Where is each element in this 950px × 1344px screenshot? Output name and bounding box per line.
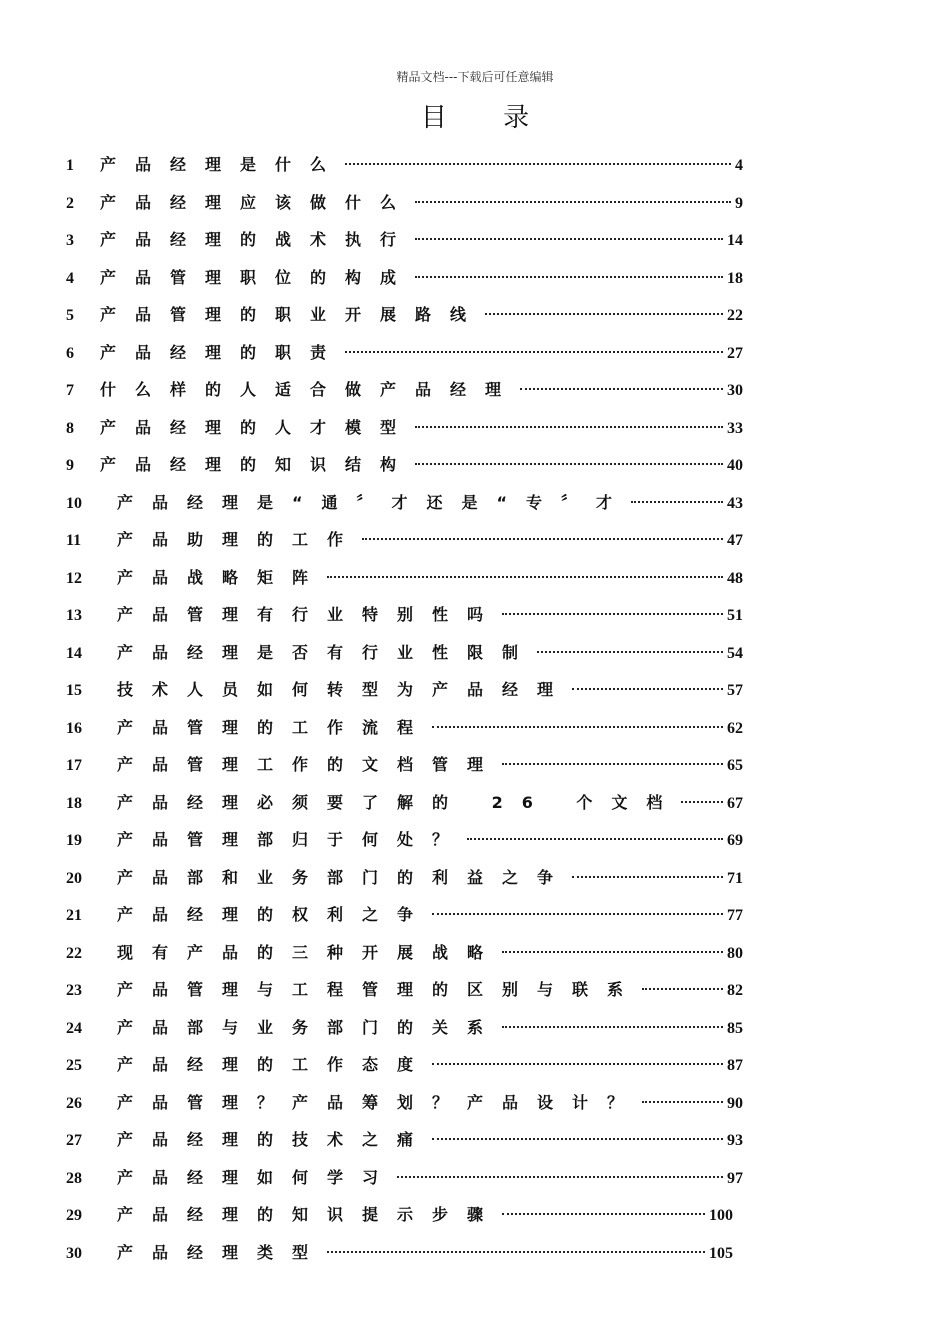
toc-page-number: 30 (727, 382, 743, 399)
toc-page-number: 80 (727, 944, 743, 962)
toc-title: 产品经理的知识提示步骤 (117, 1205, 503, 1224)
page-title: 目 录 (420, 103, 554, 133)
toc-row[interactable] (66, 146, 743, 184)
toc-page-number: 90 (727, 1094, 743, 1112)
toc-leader (397, 1176, 723, 1178)
toc-leader (502, 613, 723, 615)
toc-number: 7 (66, 382, 74, 399)
toc-leader (631, 501, 723, 503)
toc-number: 9 (66, 457, 74, 474)
toc-number: 6 (66, 344, 74, 362)
toc-row[interactable] (66, 596, 743, 634)
toc-leader (432, 1138, 723, 1140)
toc-title: 产品经理的技术之痛 (117, 1130, 433, 1149)
toc-title: 产品经理的人才模型 (100, 417, 416, 437)
toc-number: 23 (66, 982, 82, 999)
toc-title: 产品经理的权利之争 (117, 905, 433, 924)
toc-page-number: 100 (709, 1207, 733, 1224)
toc-leader (572, 688, 723, 690)
toc-number: 29 (66, 1207, 82, 1224)
header-note: 精品文档---下载后可任意编辑 (396, 70, 554, 84)
toc-title: 产品经理的工作态度 (117, 1055, 433, 1074)
toc-title: 现有产品的三种开展战略 (117, 942, 503, 962)
toc-row[interactable] (66, 896, 743, 934)
toc-title: 产品管理的职业开展路线 (100, 305, 486, 324)
toc-title: 产品经理应该做什么 (100, 192, 416, 212)
toc-page-number: 54 (727, 644, 743, 662)
toc-page-number: 93 (727, 1132, 743, 1149)
toc-title: 产品管理的工作流程 (117, 717, 433, 737)
toc-row[interactable] (66, 184, 743, 222)
toc-page-number: 105 (709, 1244, 733, 1262)
toc-number: 12 (66, 569, 82, 587)
toc-row[interactable] (66, 1046, 743, 1084)
toc-number: 16 (66, 719, 82, 737)
toc-page-number: 4 (735, 157, 743, 174)
toc-page-number: 43 (727, 494, 743, 512)
toc-row[interactable] (66, 971, 743, 1009)
toc-page-number: 27 (727, 344, 743, 362)
toc-leader (537, 651, 723, 653)
toc-page-number: 65 (727, 757, 743, 774)
toc-title: 产品经理是“通〞才还是“专〞才 (117, 492, 632, 512)
toc-page-number: 14 (727, 232, 743, 249)
toc-number: 11 (66, 532, 82, 549)
toc-leader (415, 463, 723, 465)
toc-leader (485, 313, 723, 315)
toc-leader (467, 838, 723, 840)
toc-leader (362, 538, 723, 540)
toc-row[interactable] (66, 409, 743, 447)
toc-title: 产品部和业务部门的利益之争 (117, 867, 573, 887)
toc-row[interactable] (66, 821, 743, 859)
toc-number: 26 (66, 1094, 82, 1112)
toc-row[interactable] (66, 221, 743, 259)
toc-number: 28 (66, 1169, 82, 1187)
toc-number: 27 (66, 1132, 82, 1149)
toc-title: 产品战略矩阵 (117, 567, 328, 587)
toc-title: 产品管理与工程管理的区别与联系 (117, 980, 643, 999)
toc-leader (502, 1026, 723, 1028)
toc-row[interactable] (66, 859, 743, 897)
toc-title: 产品经理是什么 (100, 155, 346, 174)
toc-title: 产品经理是否有行业性限制 (117, 642, 538, 662)
toc-title: 产品管理工作的文档管理 (117, 755, 503, 774)
table-of-contents (66, 146, 743, 1271)
toc-row[interactable] (66, 746, 743, 784)
toc-number: 22 (66, 944, 82, 962)
toc-leader (681, 801, 723, 803)
toc-row[interactable] (66, 371, 743, 409)
toc-row[interactable] (66, 1159, 743, 1197)
toc-number: 18 (66, 794, 82, 812)
toc-number: 24 (66, 1019, 82, 1037)
toc-leader (345, 163, 731, 165)
toc-page-number: 48 (727, 569, 743, 587)
toc-page-number: 9 (735, 194, 743, 212)
toc-leader (432, 913, 723, 915)
toc-title: 产品经理必须要了解的 26 个文档 (117, 792, 682, 812)
toc-number: 10 (66, 494, 82, 512)
toc-page-number: 57 (727, 682, 743, 699)
toc-number: 15 (66, 682, 82, 699)
toc-leader (415, 426, 723, 428)
toc-row[interactable] (66, 1196, 743, 1234)
toc-leader (572, 876, 723, 878)
toc-leader (502, 951, 723, 953)
toc-page-number: 85 (727, 1019, 743, 1037)
toc-page-number: 51 (727, 607, 743, 624)
toc-title: 产品经理的职责 (100, 342, 346, 362)
toc-number: 8 (66, 419, 74, 437)
toc-row[interactable] (66, 934, 743, 972)
toc-number: 14 (66, 644, 82, 662)
toc-page-number: 22 (727, 307, 743, 324)
toc-row[interactable] (66, 259, 743, 297)
toc-number: 25 (66, 1057, 82, 1074)
toc-leader (345, 351, 723, 353)
toc-leader (415, 276, 723, 278)
toc-page-number: 71 (727, 869, 743, 887)
toc-row[interactable] (66, 1234, 743, 1272)
toc-leader (327, 1251, 705, 1253)
toc-number: 19 (66, 832, 82, 849)
toc-number: 21 (66, 907, 82, 924)
toc-number: 2 (66, 194, 74, 212)
toc-page-number: 18 (727, 269, 743, 287)
toc-page-number: 62 (727, 719, 743, 737)
toc-leader (520, 388, 723, 390)
toc-page-number: 97 (727, 1169, 743, 1187)
toc-row[interactable] (66, 296, 743, 334)
toc-row[interactable] (66, 634, 743, 672)
toc-leader (642, 988, 723, 990)
toc-row[interactable] (66, 559, 743, 597)
toc-leader (327, 576, 723, 578)
toc-title: 技术人员如何转型为产品经理 (117, 680, 573, 699)
toc-number: 13 (66, 607, 82, 624)
toc-row[interactable] (66, 334, 743, 372)
toc-row[interactable] (66, 1121, 743, 1159)
toc-row[interactable] (66, 521, 743, 559)
toc-leader (502, 1213, 705, 1215)
toc-title: 产品经理的战术执行 (100, 230, 416, 249)
toc-title: 产品经理的知识结构 (100, 455, 416, 474)
toc-page-number: 82 (727, 982, 743, 999)
toc-row[interactable] (66, 484, 743, 522)
toc-title: 什么样的人适合做产品经理 (100, 380, 521, 399)
toc-leader (642, 1101, 723, 1103)
toc-page-number: 87 (727, 1057, 743, 1074)
toc-row[interactable] (66, 709, 743, 747)
toc-row[interactable] (66, 446, 743, 484)
toc-title: 产品管理有行业特别性吗 (117, 605, 503, 624)
toc-title: 产品部与业务部门的关系 (117, 1017, 503, 1037)
toc-title: 产品经理类型 (117, 1242, 328, 1262)
toc-leader (415, 201, 731, 203)
toc-number: 1 (66, 157, 74, 174)
toc-page-number: 69 (727, 832, 743, 849)
toc-title: 产品管理职位的构成 (100, 267, 416, 287)
toc-number: 4 (66, 269, 74, 287)
toc-title: 产品管理部归于何处？ (117, 830, 468, 849)
toc-row[interactable] (66, 784, 743, 822)
toc-row[interactable] (66, 671, 743, 709)
toc-number: 20 (66, 869, 82, 887)
toc-number: 17 (66, 757, 82, 774)
toc-title: 产品经理如何学习 (117, 1167, 398, 1187)
toc-number: 5 (66, 307, 74, 324)
toc-number: 30 (66, 1244, 82, 1262)
toc-page-number: 33 (727, 419, 743, 437)
toc-title: 产品助理的工作 (117, 530, 363, 549)
toc-row[interactable] (66, 1084, 743, 1122)
toc-leader (415, 238, 723, 240)
toc-title: 产品管理？产品筹划？产品设计？ (117, 1092, 643, 1112)
toc-leader (432, 1063, 723, 1065)
toc-leader (432, 726, 723, 728)
toc-page-number: 47 (727, 532, 743, 549)
toc-page-number: 67 (727, 794, 743, 812)
toc-row[interactable] (66, 1009, 743, 1047)
toc-leader (502, 763, 723, 765)
toc-page-number: 40 (727, 457, 743, 474)
toc-page-number: 77 (727, 907, 743, 924)
toc-number: 3 (66, 232, 74, 249)
